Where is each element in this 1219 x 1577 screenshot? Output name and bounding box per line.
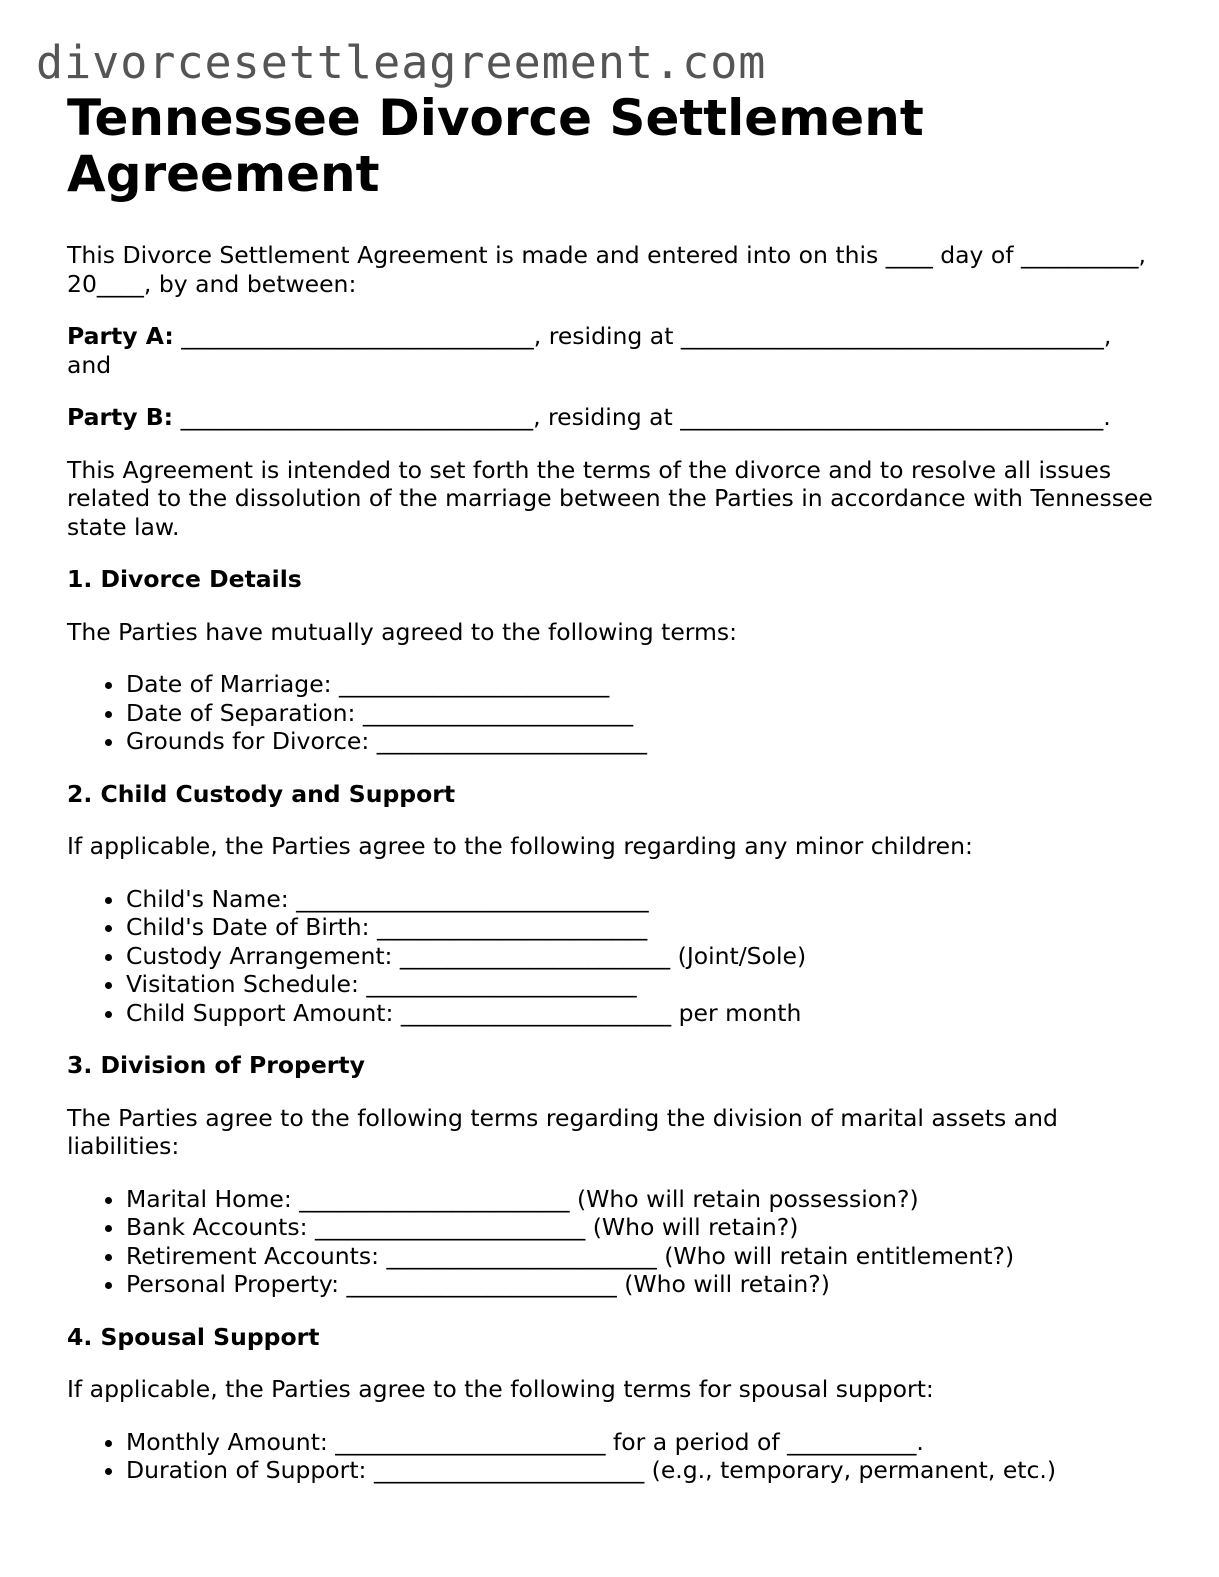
list-item: • Retirement Accounts: _______________________ (Who will retain entitlement?) <box>126 1242 1157 1271</box>
section-4-intro: If applicable, the Parties agree to the following terms for spousal support: <box>67 1375 934 1403</box>
list-item: • Grounds for Divorce: _______________________ <box>126 727 1157 756</box>
document-page <box>67 90 1157 1485</box>
section-1-intro: The Parties have mutually agreed to the following terms: <box>67 617 738 646</box>
section-2-list <box>67 885 1157 1028</box>
list-item: • Date of Marriage: _______________________ <box>126 670 1157 699</box>
section-2-intro: If applicable, the Parties agree to the following regarding any minor children: <box>67 832 973 860</box>
party-a-line <box>67 322 1157 379</box>
party-b-label: Party B: <box>67 403 174 431</box>
party-a-text: ______________________________, residing at ____________________________________, and <box>67 322 1112 379</box>
section-3-intro: The Parties agree to the following terms regarding the division of marital assets and liabilities: <box>67 1103 1058 1160</box>
section-2-title: 2. Child Custody and Support <box>67 779 456 808</box>
list-item: • Visitation Schedule: _______________________ <box>126 970 1157 999</box>
document-title: Tennessee Divorce Settlement Agreement <box>67 89 924 203</box>
site-watermark: divorcesettleagreement.com <box>36 36 767 89</box>
purpose-paragraph: This Agreement is intended to set forth the terms of the divorce and to resolve all issues related to the dissolution of the marriage between the Parties in accordance with Tennessee state law. <box>67 455 1153 541</box>
intro-paragraph: This Divorce Settlement Agreement is made and entered into on this ____ day of __________, 20____, by and between: <box>67 241 1147 298</box>
list-item: • Monthly Amount: _______________________ for a period of ___________. <box>126 1428 1157 1457</box>
list-item: • Personal Property: _______________________ (Who will retain?) <box>126 1270 1157 1299</box>
party-b-line <box>67 403 1157 432</box>
list-item: • Custody Arrangement: _______________________ (Joint/Sole) <box>126 942 1157 971</box>
party-b-text: ______________________________, residing at ____________________________________. <box>173 403 1111 431</box>
section-4-title: 4. Spousal Support <box>67 1322 320 1351</box>
section-1-list <box>67 670 1157 756</box>
section-4-list <box>67 1428 1157 1485</box>
list-item: • Marital Home: _______________________ (Who will retain possession?) <box>126 1185 1157 1214</box>
list-item: • Bank Accounts: _______________________ (Who will retain?) <box>126 1213 1157 1242</box>
list-item: • Date of Separation: _______________________ <box>126 699 1157 728</box>
section-3-list <box>67 1185 1157 1299</box>
list-item: • Child Support Amount: _______________________ per month <box>126 999 1157 1028</box>
section-3-title: 3. Division of Property <box>67 1051 365 1079</box>
list-item: • Child's Date of Birth: _______________________ <box>126 913 1157 942</box>
list-item: • Child's Name: ______________________________ <box>126 885 1157 914</box>
list-item: • Duration of Support: _______________________ (e.g., temporary, permanent, etc.) <box>126 1456 1157 1485</box>
section-1-title: 1. Divorce Details <box>67 565 302 593</box>
party-a-label: Party A: <box>67 322 174 350</box>
